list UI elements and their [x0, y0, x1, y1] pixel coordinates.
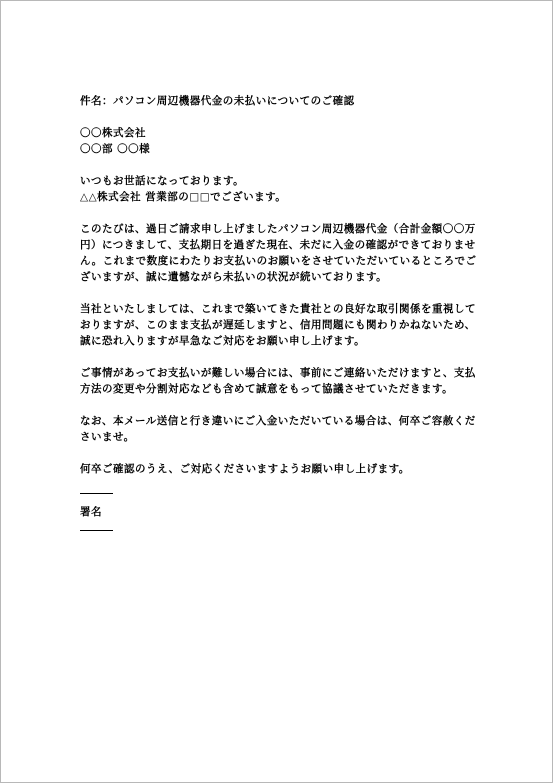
- spacer: [80, 285, 480, 301]
- greeting-line-1: いつもお世話になっております。: [80, 175, 245, 187]
- spacer: [80, 157, 480, 173]
- spacer: [80, 109, 480, 125]
- subject-line: 件名：パソコン周辺機器代金の未払いについてのご確認: [80, 95, 355, 107]
- spacer: [80, 205, 480, 221]
- signature-bottom-rule: [80, 530, 113, 531]
- spacer: [80, 397, 480, 413]
- spacer: [80, 520, 480, 530]
- signature-label: 署名: [80, 506, 102, 518]
- spacer: [80, 349, 480, 365]
- spacer: [80, 477, 480, 493]
- paragraph-consultation: ご事情があってお支払いが難しい場合には、事前にご連絡いただけますと、支払方法の変更や分割対応なども含めて誠意をもって協議させていただきます。: [80, 367, 476, 395]
- recipient-person: 〇〇部 〇〇様: [80, 143, 151, 155]
- spacer: [80, 494, 480, 504]
- paragraph-closing: 何卒ご確認のうえ、ご対応くださいますようお願い申し上げます。: [80, 463, 410, 475]
- paragraph-relationship: 当社といたしましては、これまで築いてきた貴社との良好な取引関係を重視しておりますが、このまま支払が遅延しますと、信用問題にも関わりかねないため、誠に恐れ入りますが早急なご対応をお願い申し上げます。: [80, 303, 476, 347]
- recipient-company: 〇〇株式会社: [80, 127, 146, 139]
- greeting-line-2: △△株式会社 営業部の□□でございます。: [80, 191, 287, 203]
- letter-body: [80, 93, 480, 531]
- spacer: [80, 445, 480, 461]
- paragraph-request: このたびは、過日ご請求申し上げましたパソコン周辺機器代金（合計金額〇〇万円）につきまして、支払期日を過ぎた現在、未だに入金の確認ができておりません。これまで数度にわたりお支払いのお願いをさせていただいているところでございますが、誠に遺憾ながら未払いの状況が続いております。: [80, 223, 477, 283]
- paragraph-apology: なお、本メール送信と行き違いにご入金いただいている場合は、何卒ご容赦くださいませ。: [80, 415, 476, 443]
